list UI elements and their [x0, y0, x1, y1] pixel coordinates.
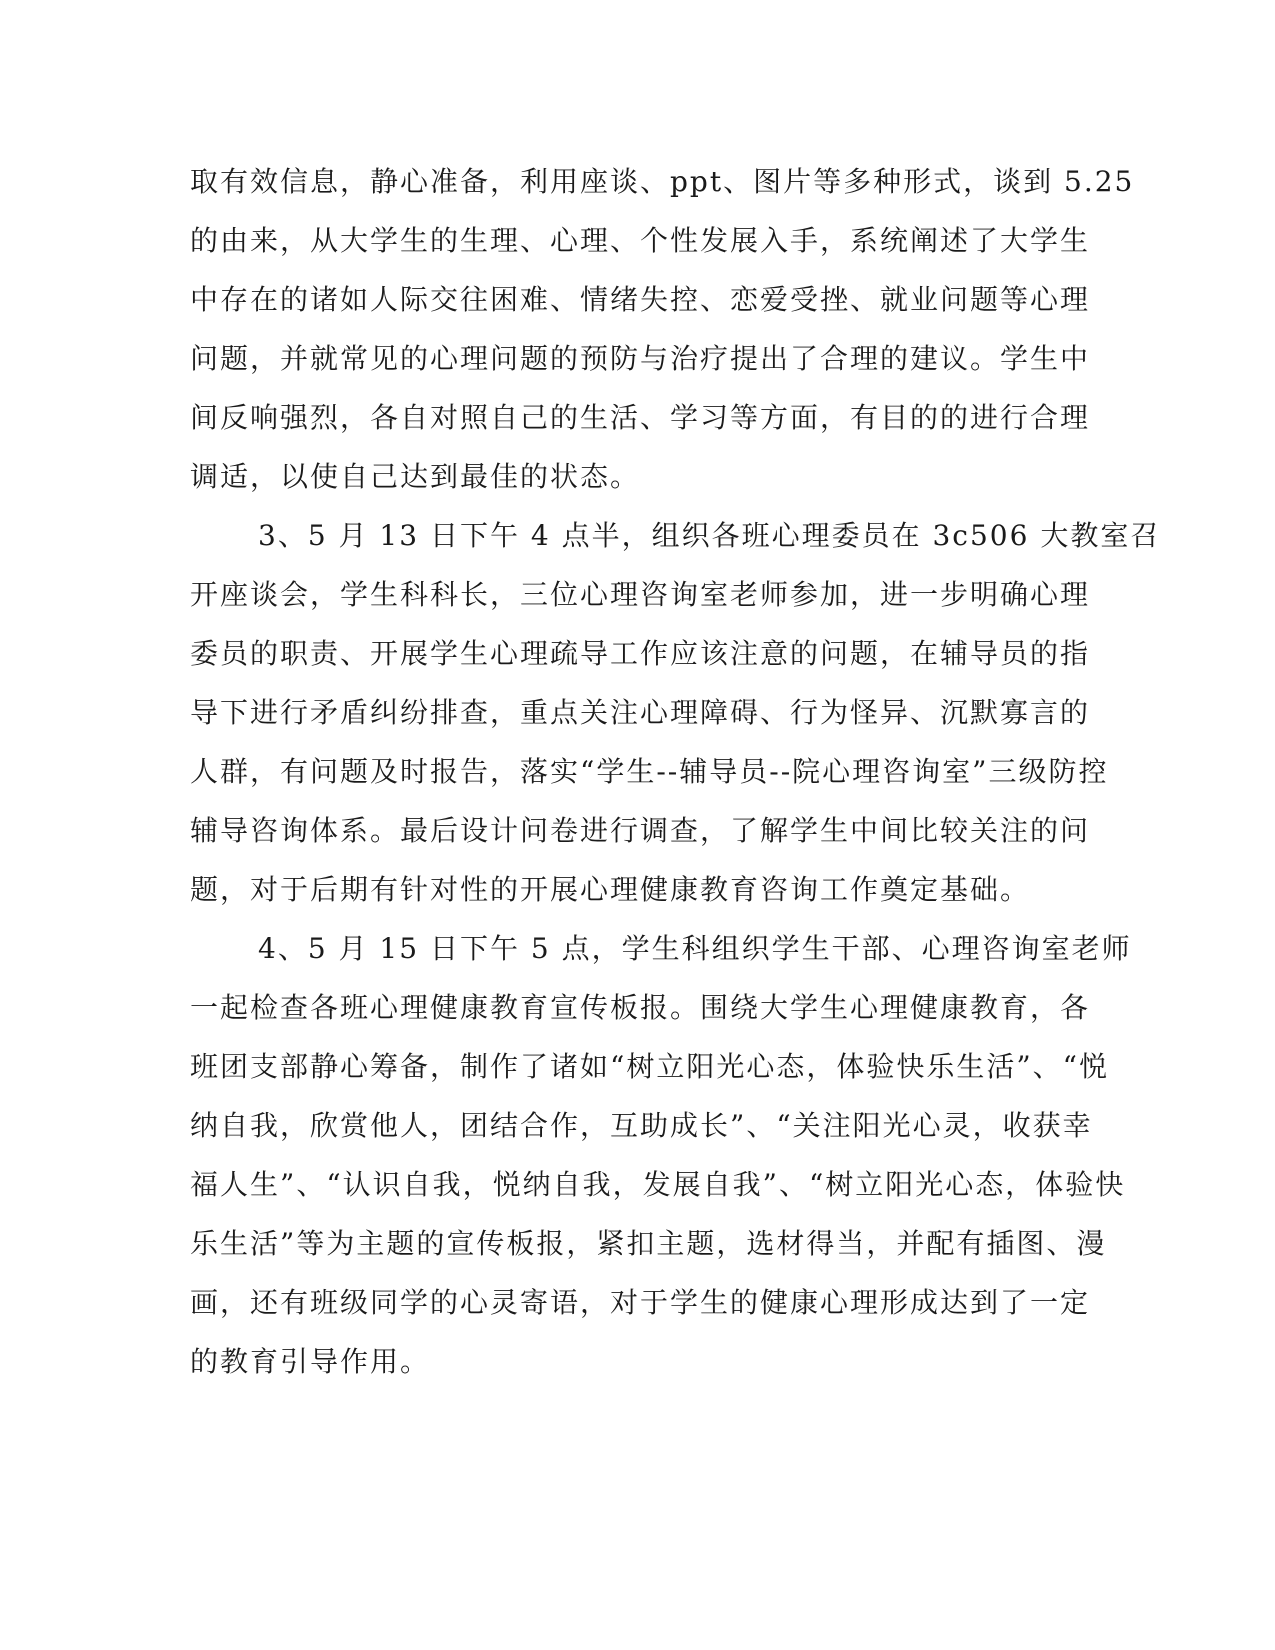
- text-line: 福人生”、“认识自我，悦纳自我，发展自我”、“树立阳光心态，体验快: [190, 1168, 1126, 1201]
- text-line: 取有效信息，静心准备，利用座谈、ppt、图片等多种形式，谈到 5.25: [190, 165, 1135, 198]
- text-line: 纳自我，欣赏他人，团结合作，互助成长”、“关注阳光心灵，收获幸: [190, 1109, 1093, 1142]
- text-line: 班团支部静心筹备，制作了诸如“树立阳光心态，体验快乐生活”、“悦: [190, 1050, 1109, 1083]
- text-line: 调适，以使自己达到最佳的状态。: [190, 460, 641, 493]
- text-line: 开座谈会，学生科科长，三位心理咨询室老师参加，进一步明确心理: [190, 578, 1091, 611]
- text-line: 画，还有班级同学的心灵寄语，对于学生的健康心理形成达到了一定: [190, 1286, 1091, 1319]
- text-line: 乐生活”等为主题的宣传板报，紧扣主题，选材得当，并配有插图、漫: [190, 1227, 1107, 1260]
- text-line: 一起检查各班心理健康教育宣传板报。围绕大学生心理健康教育，各: [190, 991, 1091, 1024]
- text-line: 的由来，从大学生的生理、心理、个性发展入手，系统阐述了大学生: [190, 224, 1091, 257]
- text-line: 辅导咨询体系。最后设计问卷进行调查，了解学生中间比较关注的问: [190, 814, 1091, 847]
- text-line: 间反响强烈，各自对照自己的生活、学习等方面，有目的的进行合理: [190, 401, 1091, 434]
- text-line: 3、5 月 13 日下午 4 点半，组织各班心理委员在 3c506 大教室召: [258, 519, 1161, 552]
- text-line: 导下进行矛盾纠纷排查，重点关注心理障碍、行为怪异、沉默寡言的: [190, 696, 1091, 729]
- text-line: 4、5 月 15 日下午 5 点，学生科组织学生干部、心理咨询室老师: [258, 932, 1132, 965]
- text-line: 的教育引导作用。: [190, 1345, 431, 1378]
- text-line: 题，对于后期有针对性的开展心理健康教育咨询工作奠定基础。: [190, 873, 1031, 906]
- text-line: 人群，有问题及时报告，落实“学生--辅导员--院心理咨询室”三级防控: [190, 755, 1109, 788]
- text-line: 问题，并就常见的心理问题的预防与治疗提出了合理的建议。学生中: [190, 342, 1091, 375]
- text-line: 中存在的诸如人际交往困难、情绪失控、恋爱受挫、就业问题等心理: [190, 283, 1091, 316]
- text-line: 委员的职责、开展学生心理疏导工作应该注意的问题，在辅导员的指: [190, 637, 1091, 670]
